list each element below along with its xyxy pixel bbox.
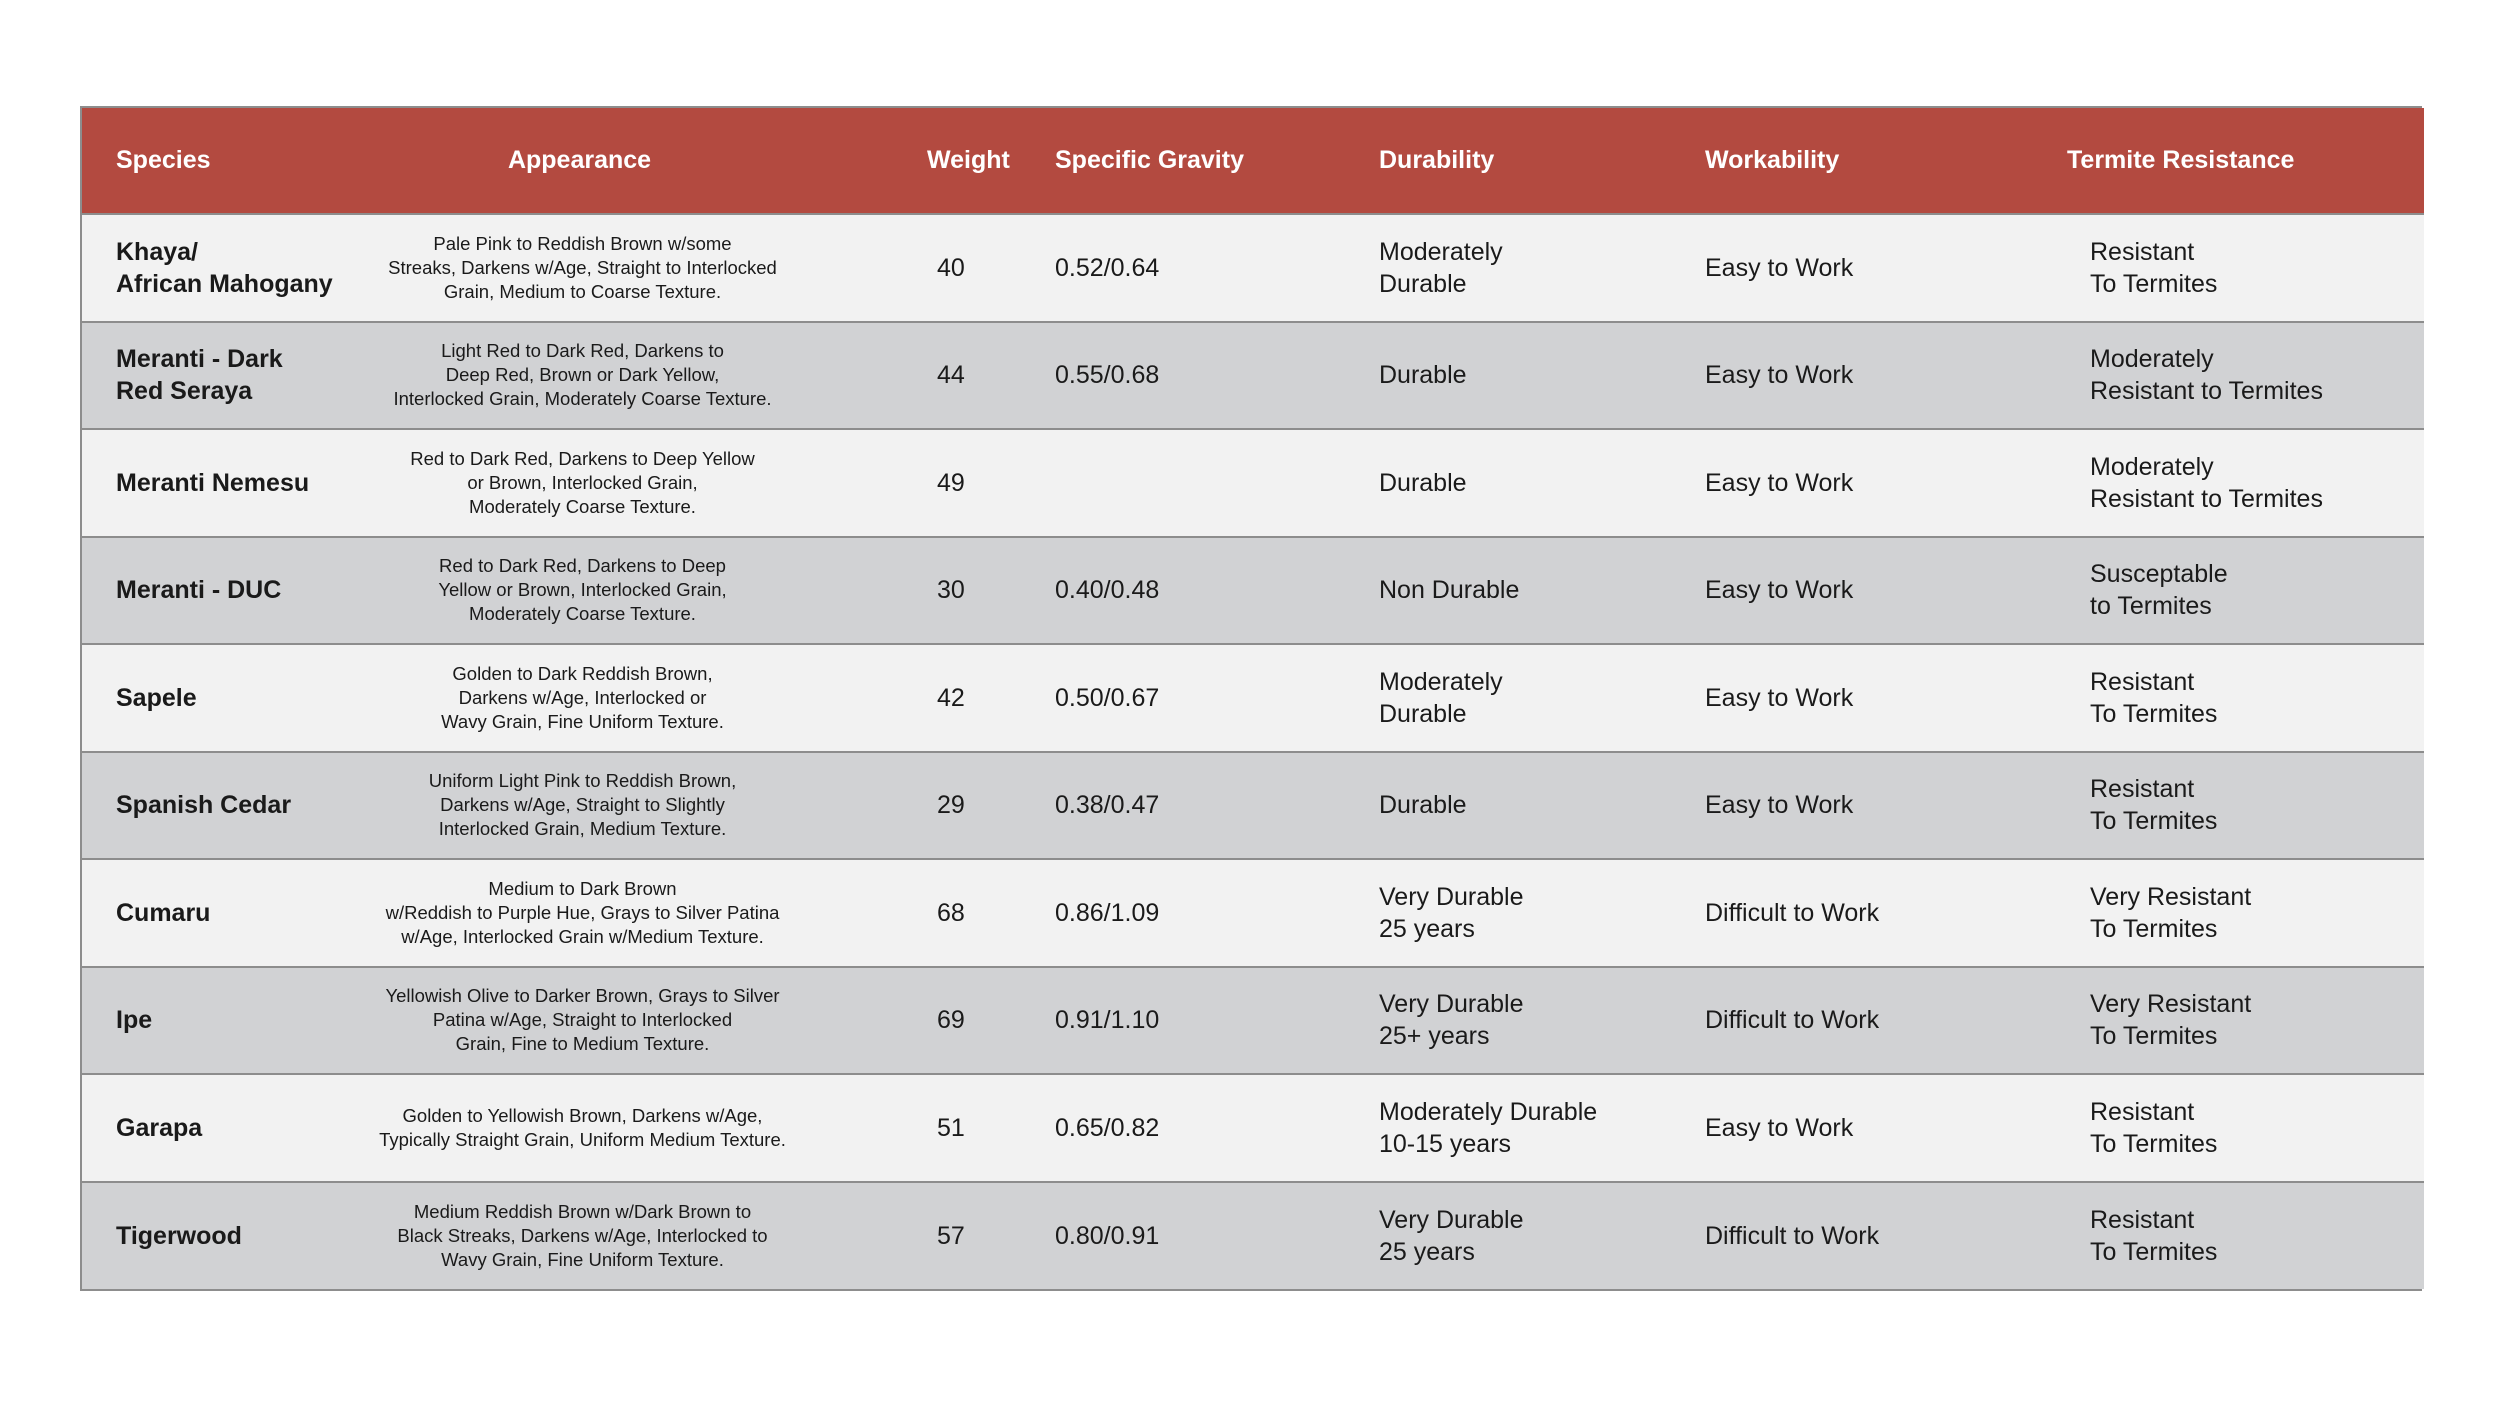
header-row — [82, 108, 2424, 214]
cell-specific-gravity: 0.55/0.68 — [1055, 361, 1160, 390]
cell-durability: Very Durable 25 years — [1379, 1205, 1524, 1266]
table-row — [82, 644, 2424, 752]
table-row — [82, 967, 2424, 1075]
cell-specific-gravity: 0.65/0.82 — [1055, 1113, 1160, 1142]
cell-species: Meranti Nemesu — [116, 468, 310, 497]
table-row — [82, 322, 2424, 430]
cell-specific-gravity: 0.86/1.09 — [1055, 898, 1160, 927]
cell-weight: 30 — [937, 576, 965, 605]
table-row — [82, 1074, 2424, 1182]
cell-species: Meranti - DUC — [116, 576, 282, 605]
cell-specific-gravity: 0.38/0.47 — [1055, 791, 1160, 820]
header-species: Species — [82, 108, 357, 214]
cell-durability: Moderately Durable 10-15 years — [1379, 1097, 1598, 1158]
cell-weight: 49 — [937, 468, 965, 497]
cell-durability: Very Durable 25+ years — [1379, 990, 1524, 1051]
cell-workability: Easy to Work — [1705, 683, 1854, 712]
cell-species: Meranti - Dark Red Seraya — [116, 345, 283, 406]
cell-workability: Difficult to Work — [1705, 1221, 1880, 1250]
cell-workability: Easy to Work — [1705, 791, 1854, 820]
cell-specific-gravity: 0.50/0.67 — [1055, 683, 1160, 712]
table-header — [82, 108, 2424, 214]
cell-termite-resistance: Susceptable to Termites — [2090, 560, 2228, 621]
cell-termite-resistance: Resistant To Termites — [2090, 237, 2218, 298]
cell-appearance: Medium Reddish Brown w/Dark Brown to Black Streaks, Darkens w/Age, Interlocked to Wavy Grain, Fine Uniform Texture. — [397, 1200, 768, 1270]
cell-appearance: Light Red to Dark Red, Darkens to Deep Red, Brown or Dark Yellow, Interlocked Grain, Moderately Coarse Texture. — [393, 340, 772, 410]
cell-durability: Non Durable — [1379, 576, 1520, 605]
cell-specific-gravity — [1055, 429, 1379, 537]
cell-workability: Difficult to Work — [1705, 898, 1880, 927]
cell-workability: Easy to Work — [1705, 1113, 1854, 1142]
cell-specific-gravity: 0.91/1.10 — [1055, 1006, 1160, 1035]
cell-termite-resistance: Moderately Resistant to Termites — [2090, 345, 2323, 406]
cell-specific-gravity: 0.80/0.91 — [1055, 1221, 1160, 1250]
cell-appearance: Pale Pink to Reddish Brown w/some Streaks, Darkens w/Age, Straight to Interlocked Grain, Medium to Coarse Texture. — [388, 232, 777, 302]
cell-durability: Moderately Durable — [1379, 237, 1503, 298]
cell-workability: Easy to Work — [1705, 253, 1854, 282]
table-row — [82, 859, 2424, 967]
cell-species: Khaya/ African Mahogany — [116, 237, 333, 298]
cell-weight: 57 — [937, 1221, 965, 1250]
cell-appearance: Red to Dark Red, Darkens to Deep Yellow or Brown, Interlocked Grain, Moderately Coarse Texture. — [438, 555, 727, 625]
table-row — [82, 214, 2424, 322]
cell-weight: 68 — [937, 898, 965, 927]
cell-durability: Very Durable 25 years — [1379, 882, 1524, 943]
cell-termite-resistance: Resistant To Termites — [2090, 775, 2218, 836]
cell-appearance: Red to Dark Red, Darkens to Deep Yellow or Brown, Interlocked Grain, Moderately Coarse Texture. — [410, 447, 755, 517]
cell-durability: Durable — [1379, 361, 1467, 390]
cell-weight: 51 — [937, 1113, 965, 1142]
wood-species-table-container — [80, 106, 2422, 1291]
cell-termite-resistance: Very Resistant To Termites — [2090, 990, 2252, 1051]
table-row — [82, 429, 2424, 537]
cell-workability: Easy to Work — [1705, 468, 1854, 497]
cell-appearance: Yellowish Olive to Darker Brown, Grays to Silver Patina w/Age, Straight to Interlocked Grain, Fine to Medium Texture. — [385, 985, 780, 1055]
cell-species: Cumaru — [116, 898, 211, 927]
cell-termite-resistance: Resistant To Termites — [2090, 1205, 2218, 1266]
cell-weight: 69 — [937, 1006, 965, 1035]
cell-species: Sapele — [116, 683, 197, 712]
header-durability: Durability — [1379, 108, 1705, 214]
table-row — [82, 1182, 2424, 1290]
header-weight: Weight — [812, 108, 1055, 214]
cell-appearance: Golden to Yellowish Brown, Darkens w/Age, Typically Straight Grain, Uniform Medium Texture. — [379, 1104, 786, 1150]
cell-termite-resistance: Moderately Resistant to Termites — [2090, 452, 2323, 513]
cell-appearance: Golden to Dark Reddish Brown, Darkens w/Age, Interlocked or Wavy Grain, Fine Uniform Texture. — [441, 662, 724, 732]
header-workability: Workability — [1705, 108, 2060, 214]
cell-weight: 40 — [937, 253, 965, 282]
header-specific-gravity: Specific Gravity — [1055, 108, 1379, 214]
cell-workability: Easy to Work — [1705, 361, 1854, 390]
cell-durability: Durable — [1379, 791, 1467, 820]
header-termite-resistance: Termite Resistance — [2060, 108, 2424, 214]
cell-appearance: Uniform Light Pink to Reddish Brown, Darkens w/Age, Straight to Slightly Interlocked Grain, Medium Texture. — [428, 770, 737, 840]
cell-species: Ipe — [116, 1006, 153, 1035]
cell-termite-resistance: Resistant To Termites — [2090, 1097, 2218, 1158]
table-row — [82, 537, 2424, 645]
cell-workability: Difficult to Work — [1705, 1006, 1880, 1035]
cell-durability: Moderately Durable — [1379, 667, 1503, 728]
header-appearance: Appearance — [357, 108, 812, 214]
cell-specific-gravity: 0.52/0.64 — [1055, 253, 1160, 282]
cell-termite-resistance: Very Resistant To Termites — [2090, 882, 2252, 943]
cell-specific-gravity: 0.40/0.48 — [1055, 576, 1160, 605]
cell-workability: Easy to Work — [1705, 576, 1854, 605]
wood-species-table — [82, 108, 2424, 1289]
cell-durability: Durable — [1379, 468, 1467, 497]
cell-species: Tigerwood — [116, 1221, 242, 1250]
cell-weight: 29 — [937, 791, 965, 820]
table-row — [82, 752, 2424, 860]
cell-appearance: Medium to Dark Brown w/Reddish to Purple Hue, Grays to Silver Patina w/Age, Interlocked Grain w/Medium Texture. — [385, 877, 780, 947]
table-body — [82, 214, 2424, 1289]
cell-species: Garapa — [116, 1113, 203, 1142]
cell-weight: 42 — [937, 683, 965, 712]
cell-weight: 44 — [937, 361, 965, 390]
cell-species: Spanish Cedar — [116, 791, 292, 820]
cell-termite-resistance: Resistant To Termites — [2090, 667, 2218, 728]
